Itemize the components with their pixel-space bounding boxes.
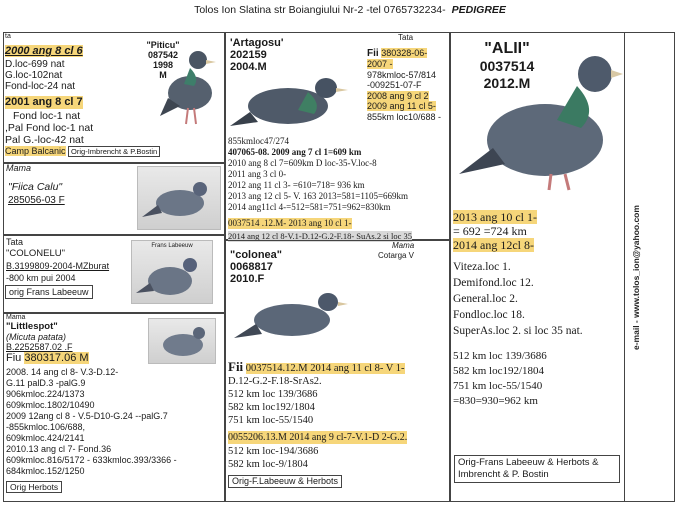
- main-result-line: SuperAs.loc 2. si loc 35 nat.: [453, 325, 583, 337]
- mother-line: 512 km loc-194/3686: [228, 446, 319, 457]
- mother-namebox: [230, 249, 282, 285]
- main-result-line: 512 km loc 139/3686: [453, 350, 547, 362]
- father-result-line: 2014 ang11cl 4-=512=581=751=962=830km: [228, 201, 391, 212]
- mother-label: Mama: [392, 241, 415, 250]
- main-orig: Orig-Frans Labeeuw & Herbots & Imbrencht & P. Bostin: [454, 455, 620, 483]
- main-year: 2012.M: [483, 75, 531, 91]
- gf-pat-line: Fond-loc-24 nat: [5, 81, 76, 92]
- mother-fii-title: Fii: [228, 359, 244, 374]
- main-result-line: Viteza.loc 1.: [453, 261, 511, 273]
- father-fii: [367, 48, 441, 122]
- gf-pat-line: D.loc-699 nat: [5, 59, 65, 70]
- gf-pat-line: Fond loc-1 nat: [13, 110, 81, 122]
- father-fii-line: 2009 ang 11 cl 5-: [367, 101, 436, 111]
- mother-pigeon-photo: [228, 288, 360, 348]
- main-ring: 0037514: [479, 58, 535, 74]
- main-result-line: 751 km loc-55/1540: [453, 380, 543, 392]
- father-result-line: 2013 ang 12 cl 5- V. 163 2013=581=1105=669km: [228, 190, 409, 201]
- gf-pat-lines: [5, 33, 160, 157]
- gm-mat-line: 684kmloc.152/1250: [6, 466, 85, 476]
- gm-mat-sub: (Micuta patata): [6, 332, 67, 342]
- gm-mat-line: 609kmloc.424/2141: [6, 433, 85, 443]
- mother-name: "colonea": [230, 249, 282, 261]
- main-result-line: = 692 =724 km: [453, 224, 527, 238]
- gm-pat-name: "Fiica Calu": [8, 181, 63, 193]
- father-fii-title: Fii: [367, 48, 379, 59]
- gf-mat-label: Tata: [6, 237, 24, 247]
- gf-pat-sex: M: [159, 70, 167, 80]
- father-fii-line: 2008 ang 9 cl 2: [367, 90, 429, 101]
- gm-mat-label: Mama: [6, 314, 26, 321]
- gm-mat-fii: [6, 352, 89, 365]
- father-pigeon-photo: [228, 72, 360, 134]
- father-year: 2004.M: [230, 61, 267, 73]
- mother-line: 512 km loc 139/3686: [228, 389, 318, 400]
- father-fii-line: 978kmloc-57/814: [367, 69, 437, 80]
- father-namebox: [230, 37, 284, 73]
- gf-pat-orig: Orig-Imbrencht & P.Bostin: [68, 146, 160, 157]
- gm-mat-pigeon-photo: [148, 318, 216, 364]
- father-fii-line: 380328-06-: [381, 48, 428, 58]
- gf-mat-ring: B.3199809-2004-MZburat: [6, 261, 110, 271]
- gm-mat-line: 2009 12ang cl 8 - V.5-D10-G.24 --palG.7: [6, 411, 168, 421]
- gm-mat-results: [6, 367, 177, 495]
- mother-orig: Orig-F.Labeeuw & Herbots: [228, 475, 342, 488]
- main-result-line: Demifond.loc 12.: [453, 277, 534, 289]
- main-result-line: 2014 ang 12cl 8-: [453, 238, 534, 252]
- gm-mat-fii-title: Fiu: [6, 352, 22, 364]
- gf-mat-name: "COLONELU": [6, 248, 66, 259]
- father-result-line: 407065-08. 2009 ang 7 cl 1=609 km: [228, 146, 362, 157]
- father-label: Tata: [398, 33, 414, 42]
- gm-mat-name: "Littlespot": [6, 321, 58, 332]
- mother-line: 0037514.12.M 2014 ang 11 cl 8- V 1-: [245, 363, 405, 374]
- main-result-line: =830=930=962 km: [453, 395, 538, 407]
- gm-mat-fii-ring: 380317.06 M: [24, 352, 89, 364]
- main-result-line: 582 km loc192/1804: [453, 365, 545, 377]
- father-results: [228, 136, 412, 242]
- page-header: [0, 4, 700, 16]
- gm-mat-line: 2010.13 ang cl 7- Fond.36: [6, 444, 112, 454]
- father-result-line: 2011 ang 3 cl 0-: [228, 168, 287, 179]
- pedigree-label: PEDIGREE: [451, 4, 506, 16]
- father-result-line: 0037514 .12.M- 2013 ang 10 cl 1-: [228, 217, 352, 228]
- mother-line: D.12-G.2-F.18-SrAs2.: [228, 376, 322, 387]
- gf-pat-ta: ta: [5, 33, 11, 40]
- email-text: e-mail - www.tolos_ion@yahoo.com: [631, 205, 641, 350]
- gm-mat-line: -855kmloc.106/688,: [6, 422, 86, 432]
- main-result-line: Fondloc.loc 18.: [453, 309, 525, 321]
- mother-line: 582 km loc192/1804: [228, 402, 315, 413]
- gf-pat-camp: Camp Balcanic: [5, 146, 66, 156]
- gm-mat-line: 906kmloc.224/1373: [6, 389, 85, 399]
- father-fii-line: -009251-07-F: [367, 80, 422, 90]
- main-result-line: General.loc 2.: [453, 293, 518, 305]
- father-ring: 202159: [230, 49, 267, 61]
- gm-pat-ring: 285056-03 F: [8, 195, 65, 206]
- mother-line: 0055206.13.M 2014 ang 9 cl-7-V.1-D 2-G.2.: [228, 432, 408, 443]
- father-name: 'Artagosu': [230, 37, 284, 49]
- gf-pat-pigeon-photo: [160, 38, 222, 130]
- gf-pat-line: Pal G.-loc-42 nat: [5, 134, 84, 146]
- gf-pat-line: ,Pal Fond loc-1 nat: [5, 122, 94, 134]
- gm-mat-line: G.11 palD.3 -palG.9: [6, 378, 86, 388]
- mother-ring: 0068817: [230, 261, 273, 273]
- gf-mat-photo-caption: Frans Labeeuw: [151, 243, 193, 249]
- gf-mat-orig: orig Frans Labeeuw: [5, 285, 93, 299]
- gf-pat-ring: 087542: [147, 50, 179, 60]
- father-result-line: 2012 ang 11 cl 3- =610=718= 936 km: [228, 179, 365, 190]
- mother-year: 2010.F: [230, 273, 265, 285]
- gf-pat-2000: 2000 ang 8 cl 6: [5, 45, 83, 57]
- father-result-line: 2014 ang 12 cl 8-V.1-D.12-G.2-F.18- SuAs.2 si loc 35: [228, 230, 413, 241]
- header-text: Tolos Ion Slatina str Boiangiului Nr-2 -tel 0765732234-: [194, 4, 446, 16]
- mother-sub: Cotarga V: [378, 251, 415, 260]
- gf-pat-line: G.loc-102nat: [5, 70, 63, 81]
- gf-pat-year: 1998: [152, 60, 174, 70]
- gf-mat-line2: -800 km pui 2004: [6, 273, 76, 283]
- main-results: [453, 210, 583, 409]
- mother-line: 582 km loc-9/1804: [228, 459, 308, 470]
- main-pigeon-photo: [453, 40, 623, 195]
- gm-pat-pigeon-photo: [137, 166, 221, 230]
- mother-line: 751 km loc-55/1540: [228, 415, 314, 426]
- gm-mat-ring: B.2252587.02 .F: [6, 342, 73, 352]
- father-result-line: 2010 ang 8 cl 7=609km D loc-35-V.loc-8: [228, 157, 377, 168]
- gm-mat-line: 609kmloc.1802/10490: [6, 400, 95, 410]
- mother-results: [228, 360, 407, 489]
- gm-mat-orig: Orig Herbots: [6, 481, 62, 493]
- gf-mat-pigeon-photo: [131, 240, 213, 304]
- gf-pat-2001: 2001 ang 8 cl 7: [5, 96, 83, 108]
- main-result-line: 2013 ang 10 cl 1-: [453, 210, 537, 224]
- gm-pat-label: Mama: [6, 163, 32, 173]
- father-result-line: 855kmloc47/274: [228, 136, 289, 146]
- email-vertical: [627, 170, 643, 350]
- gf-pat-name: "Piticu": [146, 40, 180, 50]
- gm-mat-line: 609kmloc.816/5172 - 633kmloc.393/3366 -: [6, 455, 177, 465]
- gm-mat-line: 2008. 14 ang cl 8- V.3-D.12-: [6, 367, 119, 377]
- father-fii-line: 2007 -: [367, 59, 393, 69]
- main-name: "ALII": [484, 40, 530, 57]
- father-fii-line: 855km loc10/688 -: [367, 111, 442, 122]
